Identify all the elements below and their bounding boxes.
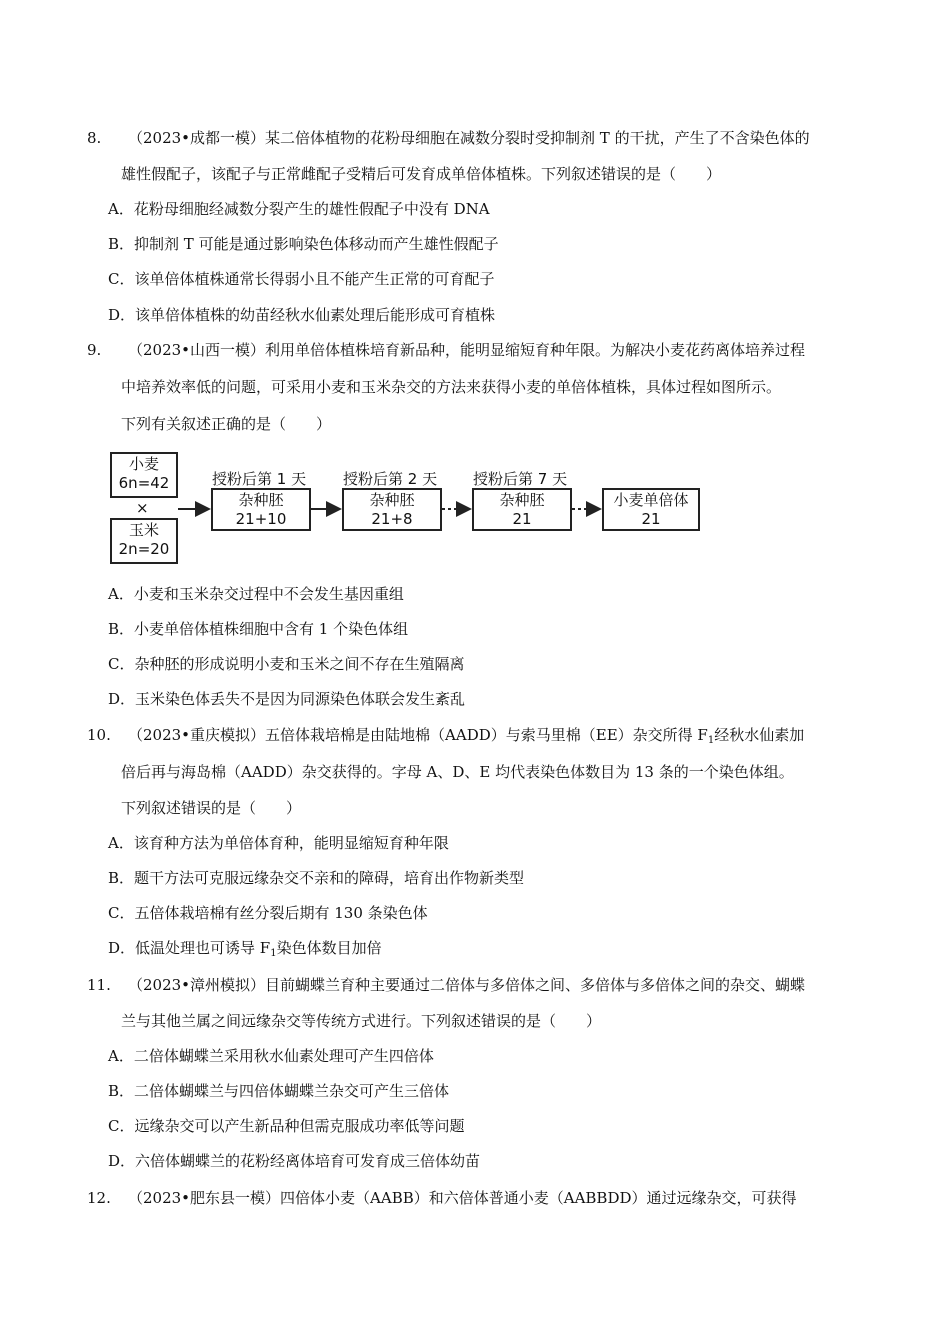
question-9-option-d: D．玉米染色体丢失不是因为同源染色体联会发生紊乱 bbox=[108, 690, 466, 708]
day2-embryo-box bbox=[342, 488, 442, 531]
day1-embryo-value: 21+10 bbox=[235, 510, 287, 528]
question-9-stem-line-2: 中培养效率低的问题，可采用小麦和玉米杂交的方法来获得小麦的单倍体植株，具体过程如图所示。 bbox=[121, 378, 782, 396]
q10-stem-part-1: （2023•重庆模拟）五倍体栽培棉是由陆地棉（AADD）与索马里棉（EE）杂交所得 F bbox=[128, 726, 708, 744]
question-11-option-d: D．六倍体蝴蝶兰的花粉经离体培育可发育成三倍体幼苗 bbox=[108, 1152, 481, 1170]
q10-subscript-1: 1 bbox=[707, 735, 715, 746]
question-11-option-a: A．二倍体蝴蝶兰采用秋水仙素处理可产生四倍体 bbox=[108, 1047, 434, 1065]
haploid-name: 小麦单倍体 bbox=[613, 491, 689, 509]
question-10-stem-line-2: 倍后再与海岛棉（AADD）杂交获得的。字母 A、D、E 均代表染色体数目为 13 条的一个染色体组。 bbox=[121, 763, 794, 781]
question-9-option-c: C．杂种胚的形成说明小麦和玉米之间不存在生殖隔离 bbox=[108, 655, 465, 673]
question-8-stem-line-1: （2023•成都一模）某二倍体植物的花粉母细胞在减数分裂时受抑制剂 T 的干扰，产生了不含染色体的 bbox=[128, 129, 810, 147]
question-12-stem-line-1: （2023•肥东县一模）四倍体小麦（AABB）和六倍体普通小麦（AABBDD）通过远缘杂交，可获得 bbox=[128, 1189, 797, 1207]
question-8-stem-line-2: 雄性假配子，该配子与正常雌配子受精后可发育成单倍体植株。下列叙述错误的是（ ） bbox=[121, 165, 722, 183]
question-10-stem-line-3: 下列叙述错误的是（ ） bbox=[121, 799, 302, 817]
wheat-box bbox=[110, 452, 178, 498]
question-9-stem-line-1: （2023•山西一模）利用单倍体植株培育新品种，能明显缩短育种年限。为解决小麦花药离体培养过程 bbox=[128, 341, 806, 359]
day1-embryo-box bbox=[211, 488, 311, 531]
question-10-stem-line-1 bbox=[128, 725, 804, 745]
question-8-option-a: A．花粉母细胞经减数分裂产生的雄性假配子中没有 DNA bbox=[108, 200, 490, 218]
day7-label: 授粉后第 7 天 bbox=[473, 470, 568, 488]
question-8-option-c: C．该单倍体植株通常长得弱小且不能产生正常的可育配子 bbox=[108, 270, 495, 288]
question-8-number: 8. bbox=[87, 129, 102, 147]
day2-label: 授粉后第 2 天 bbox=[343, 470, 438, 488]
wheat-chromosomes: 6n=42 bbox=[118, 474, 170, 492]
haploid-box bbox=[602, 488, 700, 531]
question-11-option-b: B．二倍体蝴蝶兰与四倍体蝴蝶兰杂交可产生三倍体 bbox=[108, 1082, 450, 1100]
question-9-stem-line-3: 下列有关叙述正确的是（ ） bbox=[121, 415, 332, 433]
question-11-stem-line-1: （2023•漳州模拟）目前蝴蝶兰育种主要通过二倍体与多倍体之间、多倍体与多倍体之间的杂交、蝴蝶 bbox=[128, 976, 806, 994]
wheat-name: 小麦 bbox=[128, 455, 159, 473]
haploid-breeding-diagram bbox=[108, 450, 708, 565]
question-10-number: 10. bbox=[87, 726, 111, 744]
question-9-option-a: A．小麦和玉米杂交过程中不会发生基因重组 bbox=[108, 585, 404, 603]
day7-embryo-name: 杂种胚 bbox=[499, 491, 545, 509]
day1-label: 授粉后第 1 天 bbox=[212, 470, 307, 488]
question-10-option-a: A．该育种方法为单倍体育种，能明显缩短育种年限 bbox=[108, 834, 449, 852]
day7-embryo-value: 21 bbox=[512, 510, 532, 528]
question-8-option-d: D．该单倍体植株的幼苗经秋水仙素处理后能形成可育植株 bbox=[108, 306, 496, 324]
question-9-option-b: B．小麦单倍体植株细胞中含有 1 个染色体组 bbox=[108, 620, 409, 638]
question-11-option-c: C．远缘杂交可以产生新品种但需克服成功率低等问题 bbox=[108, 1117, 465, 1135]
question-10-option-d bbox=[108, 938, 382, 958]
day7-embryo-box bbox=[472, 488, 572, 531]
cross-symbol: × bbox=[136, 499, 149, 517]
day2-embryo-name: 杂种胚 bbox=[369, 491, 415, 509]
question-9-number: 9. bbox=[87, 341, 102, 359]
question-11-number: 11. bbox=[87, 976, 111, 994]
question-12-number: 12. bbox=[87, 1189, 111, 1207]
question-10-option-c: C．五倍体栽培棉有丝分裂后期有 130 条染色体 bbox=[108, 904, 428, 922]
corn-box bbox=[110, 518, 178, 564]
day1-embryo-name: 杂种胚 bbox=[238, 491, 284, 509]
day2-embryo-value: 21+8 bbox=[371, 510, 413, 528]
q10-option-d-subscript: 1 bbox=[270, 948, 277, 959]
question-8-option-b: B．抑制剂 T 可能是通过影响染色体移动而产生雄性假配子 bbox=[108, 235, 499, 253]
q10-option-d-part-1: D．低温处理也可诱导 F bbox=[108, 939, 271, 957]
corn-chromosomes: 2n=20 bbox=[118, 540, 170, 558]
q10-stem-part-2: 经秋水仙素加 bbox=[714, 726, 805, 744]
q10-option-d-part-2: 染色体数目加倍 bbox=[276, 939, 382, 957]
haploid-value: 21 bbox=[641, 510, 661, 528]
question-10-option-b: B．题干方法可克服远缘杂交不亲和的障碍，培育出作物新类型 bbox=[108, 869, 525, 887]
corn-name: 玉米 bbox=[128, 521, 159, 539]
question-11-stem-line-2: 兰与其他兰属之间远缘杂交等传统方式进行。下列叙述错误的是（ ） bbox=[121, 1012, 602, 1030]
